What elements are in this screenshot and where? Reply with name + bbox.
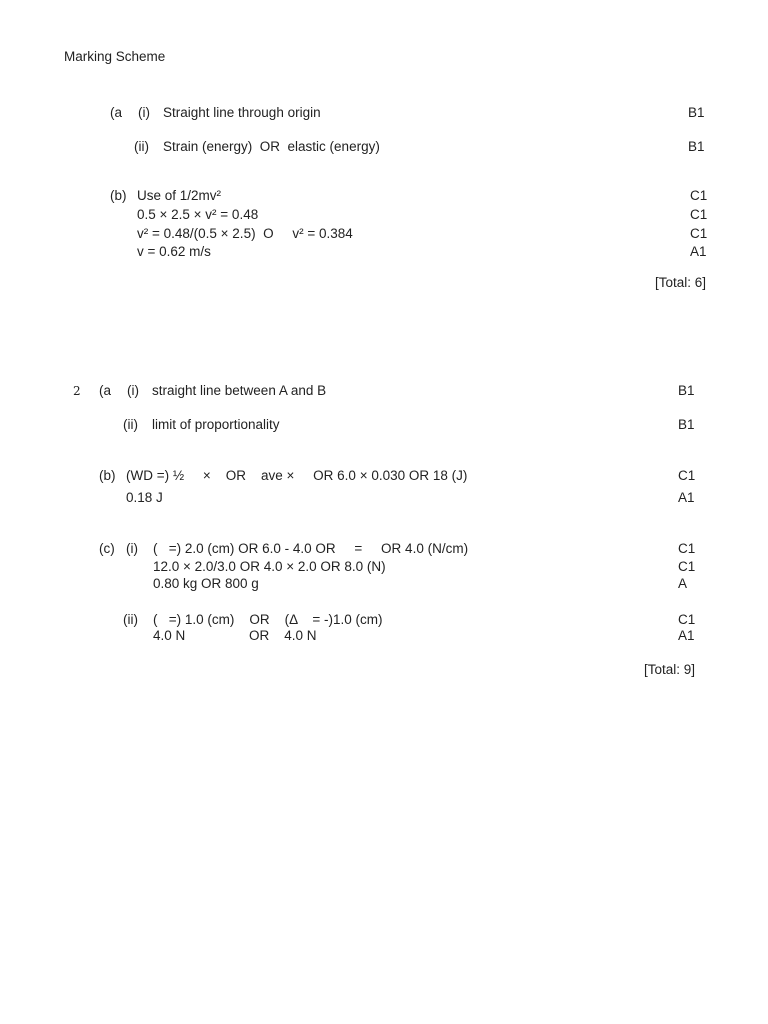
- answer-line: Use of 1/2mv²: [137, 188, 222, 203]
- part-a-ii-answer: limit of proportionality: [152, 417, 280, 432]
- part-a-ii-label: (ii): [123, 417, 138, 432]
- mark: C1: [678, 541, 696, 556]
- answer-line: 12.0 × 2.0/3.0 OR 4.0 × 2.0 OR 8.0 (N): [153, 559, 386, 574]
- part-a-i-label: (i): [138, 105, 150, 120]
- answer-line: (WD =) ½ × OR ave × OR 6.0 × 0.030 OR 18 (J): [126, 468, 468, 483]
- mark: C1: [690, 226, 708, 241]
- answer-line: 0.80 kg OR 800 g: [153, 576, 259, 591]
- part-a-ii-mark: B1: [688, 139, 705, 154]
- part-a-label: (a: [99, 383, 112, 398]
- answer-line: v² = 0.48/(0.5 × 2.5) O v² = 0.384: [137, 226, 353, 241]
- total-marks: [Total: 9]: [643, 662, 695, 677]
- part-a-i-mark: B1: [688, 105, 705, 120]
- answer-line: v = 0.62 m/s: [137, 244, 211, 259]
- answer-line: 4.0 N OR 4.0 N: [153, 628, 317, 643]
- part-b-label: (b): [110, 188, 127, 203]
- part-a-ii-answer: Strain (energy) OR elastic (energy): [163, 139, 380, 154]
- part-a-i-label: (i): [127, 383, 139, 398]
- question-number: 2: [73, 384, 81, 398]
- mark: A: [678, 576, 688, 591]
- answer-line: 0.5 × 2.5 × v² = 0.48: [137, 207, 259, 222]
- mark: C1: [678, 468, 696, 483]
- mark: A1: [678, 490, 695, 505]
- part-c-ii-label: (ii): [123, 612, 138, 627]
- part-a-ii-mark: B1: [678, 417, 695, 432]
- page-title: Marking Scheme: [64, 49, 166, 64]
- mark: A1: [690, 244, 707, 259]
- part-c-i-label: (i): [126, 541, 138, 556]
- part-a-i-mark: B1: [678, 383, 695, 398]
- answer-line: ( =) 1.0 (cm) OR (Δ = -)1.0 (cm): [153, 612, 383, 627]
- part-a-i-answer: straight line between A and B: [152, 383, 327, 398]
- part-a-ii-label: (ii): [134, 139, 149, 154]
- part-c-label: (c): [99, 541, 115, 556]
- mark: C1: [690, 207, 708, 222]
- mark: A1: [678, 628, 695, 643]
- part-a-i-answer: Straight line through origin: [163, 105, 321, 120]
- part-b-label: (b): [99, 468, 116, 483]
- answer-line: ( =) 2.0 (cm) OR 6.0 - 4.0 OR = OR 4.0 (N/cm): [153, 541, 469, 556]
- answer-line: 0.18 J: [126, 490, 163, 505]
- mark: C1: [678, 612, 696, 627]
- part-a-label: (a: [110, 105, 123, 120]
- total-marks: [Total: 6]: [654, 275, 706, 290]
- mark: C1: [690, 188, 708, 203]
- mark: C1: [678, 559, 696, 574]
